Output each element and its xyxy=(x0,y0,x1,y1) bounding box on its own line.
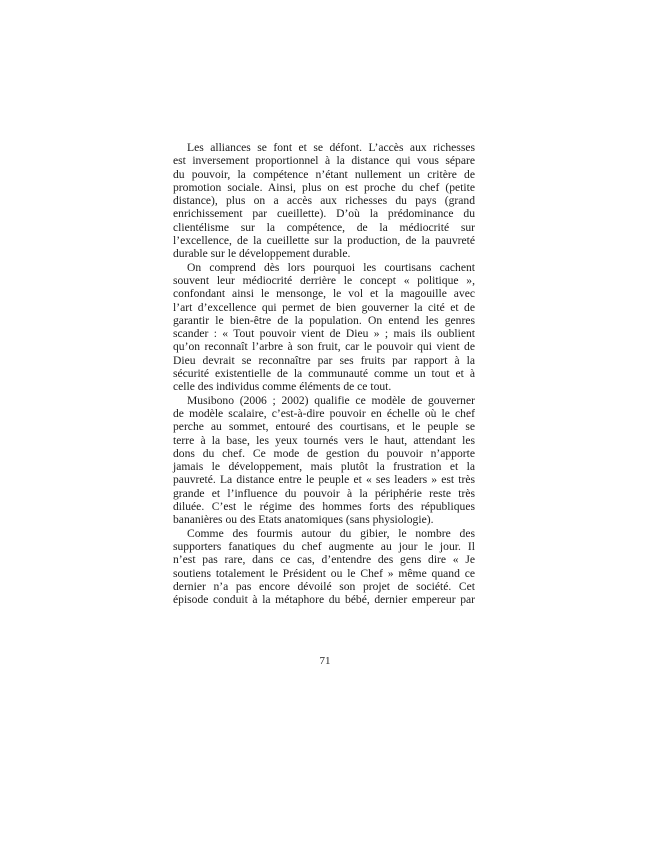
page-number: 71 xyxy=(319,655,331,667)
text-line: épisode conduit à la métaphore du bébé, dernier empereur par xyxy=(173,593,475,607)
text-line: diluée. C’est le régime des hommes forts des républiques xyxy=(173,500,475,514)
text-line: Comme des fourmis autour du gibier, le nombre des xyxy=(187,526,475,540)
text-line: jamais le développement, mais plutôt la frustration et la xyxy=(173,460,475,474)
text-line: durable sur le développement durable. xyxy=(173,247,351,261)
paragraph xyxy=(173,141,475,261)
text-line: l’art d’excellence qui permet de bien gouverner la cité et de xyxy=(173,300,475,314)
text-line: grande et l’influence du pouvoir à la périphérie reste très xyxy=(173,486,475,500)
text-line: de modèle scalaire, c’est-à-dire pouvoir en échelle où le chef xyxy=(173,406,475,420)
text-line: bananières ou des Etats anatomiques (sans physiologie). xyxy=(173,513,434,527)
text-line: clientélisme sur la compétence, de la médiocrité sur xyxy=(173,220,475,234)
paragraph xyxy=(173,394,475,527)
text-line: Musibono (2006 ; 2002) qualifie ce modèle de gouverner xyxy=(187,393,475,407)
text-line: garantir le bien-être de la population. On entend les genres xyxy=(173,313,475,327)
text-line: terre à la base, les yeux tournés vers le haut, attendant les xyxy=(173,433,475,447)
text-line: enrichissement par cueillette). D’où la prédominance du xyxy=(173,207,475,221)
text-line: pauvreté. La distance entre le peuple et « ses leaders » est très xyxy=(173,473,475,487)
text-line: distance), plus on a accès aux richesses du pays (grand xyxy=(173,194,475,208)
text-line: souvent leur médiocrité derrière le concept « politique », xyxy=(173,273,475,287)
text-line: On comprend dès lors pourquoi les courtisans cachent xyxy=(187,260,475,274)
paragraph xyxy=(173,527,475,607)
text-line: du pouvoir, la compétence n’étant nullement un critère de xyxy=(173,167,475,181)
text-line: soutiens totalement le Président ou le Chef » même quand ce xyxy=(173,566,475,580)
text-line: celle des individus comme éléments de ce tout. xyxy=(173,380,392,394)
body-text xyxy=(173,141,475,606)
text-line: qu’on reconnaît l’arbre à son fruit, car le pouvoir qui vient de xyxy=(173,340,475,354)
paragraph xyxy=(173,261,475,394)
text-line: Les alliances se font et se défont. L’accès aux richesses xyxy=(187,141,475,154)
text-line: l’excellence, de la cueillette sur la production, de la pauvreté xyxy=(173,234,475,248)
text-line: n’est pas rare, dans ce cas, d’entendre des gens dire « Je xyxy=(173,553,475,567)
text-line: Dieu devrait se reconnaître par ses fruits par rapport à la xyxy=(173,353,475,367)
text-line: confondant ainsi le mensonge, le vol et la magouille avec xyxy=(173,287,475,301)
text-line: sécurité existentielle de la communauté comme un tout et à xyxy=(173,367,475,381)
text-line: supporters fanatiques du chef augmente au jour le jour. Il xyxy=(173,539,475,553)
text-line: promotion sociale. Ainsi, plus on est proche du chef (petite xyxy=(173,180,475,194)
text-line: est inversement proportionnel à la distance qui vous sépare xyxy=(173,154,475,168)
text-line: scander : « Tout pouvoir vient de Dieu » ; mais ils oublient xyxy=(173,327,475,341)
text-line: dernier n’a pas encore dévoilé son projet de société. Cet xyxy=(173,579,475,593)
text-line: perche au sommet, entouré des courtisans, et le peuple se xyxy=(173,420,475,434)
text-line: dons du chef. Ce mode de gestion du pouvoir n’apporte xyxy=(173,446,475,460)
